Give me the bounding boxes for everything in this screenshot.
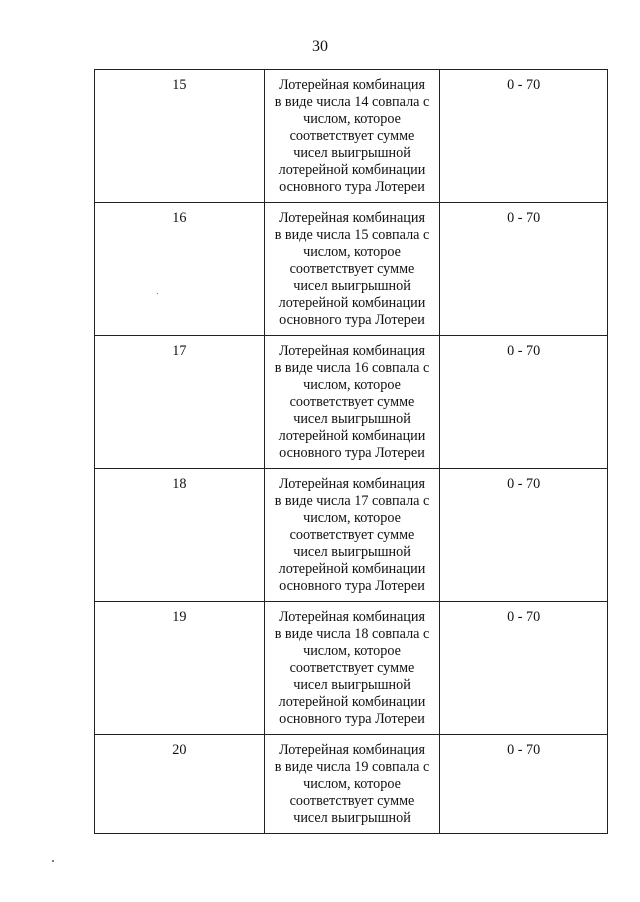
table-row bbox=[95, 602, 608, 735]
row-number: 16 bbox=[95, 203, 265, 336]
row-range: 0 - 70 bbox=[440, 336, 608, 469]
row-number: 19 bbox=[95, 602, 265, 735]
row-description: Лотерейная комбинация в виде числа 16 совпала с числом, которое соответствует сумме чисел выигрышной лотерейной комбинации основного тура Лотереи bbox=[264, 336, 440, 469]
row-description: Лотерейная комбинация в виде числа 17 совпала с числом, которое соответствует сумме чисел выигрышной лотерейной комбинации основного тура Лотереи bbox=[264, 469, 440, 602]
row-description: Лотерейная комбинация в виде числа 19 совпала с числом, которое соответствует сумме чисел выигрышной bbox=[264, 735, 440, 834]
page-number: 30 bbox=[312, 38, 328, 55]
row-range: 0 - 70 bbox=[440, 735, 608, 834]
table-row bbox=[95, 70, 608, 203]
row-description: Лотерейная комбинация в виде числа 18 совпала с числом, которое соответствует сумме чисел выигрышной лотерейной комбинации основного тура Лотереи bbox=[264, 602, 440, 735]
table-row bbox=[95, 203, 608, 336]
row-range: 0 - 70 bbox=[440, 602, 608, 735]
row-number: 20 bbox=[95, 735, 265, 834]
scan-speck bbox=[157, 293, 158, 294]
table-row bbox=[95, 735, 608, 834]
row-range: 0 - 70 bbox=[440, 469, 608, 602]
row-range: 0 - 70 bbox=[440, 70, 608, 203]
prize-table bbox=[94, 69, 608, 834]
scan-speck bbox=[52, 860, 54, 862]
table-row bbox=[95, 469, 608, 602]
row-number: 17 bbox=[95, 336, 265, 469]
row-description: Лотерейная комбинация в виде числа 15 совпала с числом, которое соответствует сумме чисел выигрышной лотерейной комбинации основного тура Лотереи bbox=[264, 203, 440, 336]
row-number: 18 bbox=[95, 469, 265, 602]
row-description: Лотерейная комбинация в виде числа 14 совпала с числом, которое соответствует сумме чисел выигрышной лотерейной комбинации основного тура Лотереи bbox=[264, 70, 440, 203]
table-row bbox=[95, 336, 608, 469]
row-range: 0 - 70 bbox=[440, 203, 608, 336]
row-number: 15 bbox=[95, 70, 265, 203]
